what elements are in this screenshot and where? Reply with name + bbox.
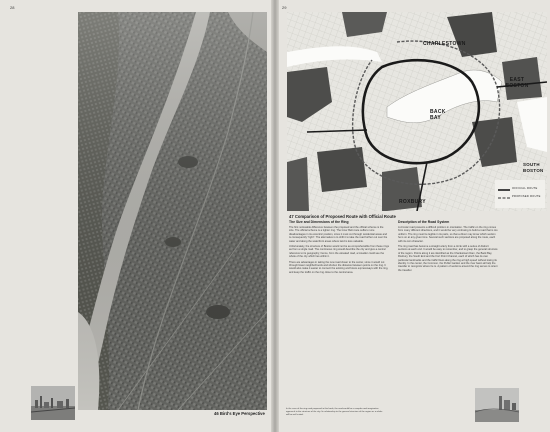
book-gutter bbox=[271, 0, 279, 432]
legend-proposed-route: PROPOSED ROUTE bbox=[512, 195, 541, 198]
map-caption: 47 Comparison of Proposed Route with Official Route bbox=[289, 214, 396, 219]
aerial-photo bbox=[78, 12, 267, 410]
column-1-paragraph: There are advantages in taking the new road closer to the center, since it would cut through fewer neighborhoods and shorten the distance between points on the ring. It would also make it easier to connect the existing and future expressways with the ring, and keep the traffic on the ring close to the central area. bbox=[289, 260, 389, 274]
text-column-2 bbox=[398, 220, 498, 274]
map-label-charlestown: CHARLESTOWN bbox=[423, 41, 466, 47]
footnote: In the case of the ring road proposed in this book, the road would be a complex and imaginative approach to the structure of the city. Its relationship to the general structure of the region as a whole will be well suited. bbox=[286, 408, 383, 416]
left-page bbox=[0, 0, 272, 432]
column-2-paragraph: A circular road presents a difficult problem in orientation. The traffic on the ring comes from many different directions, and it would be very confusing to build a road that is too uniform. The ring must be legible in its parts, so that a driver may know which section he is on at any given time. Several such sections are proposed along the route, each with its own character. bbox=[398, 226, 498, 243]
map-label-roxbury: ROXBURY bbox=[399, 199, 426, 205]
text-column-1 bbox=[289, 220, 389, 276]
column-1-heading: The Size and Dimensions of the Ring bbox=[289, 220, 349, 224]
route-map bbox=[287, 12, 547, 211]
column-2-heading: Description of the Road System bbox=[398, 220, 450, 224]
aerial-caption: 46 Bird's Eye Perspective bbox=[214, 411, 265, 416]
map-label-east-boston: EAST BOSTON bbox=[505, 77, 529, 89]
left-page-number: 28 bbox=[10, 5, 15, 10]
map-label-south-boston: SOUTH BOSTON bbox=[523, 162, 544, 173]
right-page-number: 29 bbox=[282, 5, 287, 10]
column-2-paragraph: The ring road has become a straight artery from a circle with a series of distinct sections at each end. It would be easy to remember, and to grasp the general structure of the region. Points along it are identified as the Charlestown Dam, the Back Bay, Roxbury, the South End and the Fort Point Channel, each of which has its own particular landmarks and the traffic flows along the ring at high speed without losing its identity. In the center, the Common, the Public Garden and the river basin all help the traveller to recognize where he is. A pattern of sections around the ring serves to orient the traveller. bbox=[398, 245, 498, 272]
column-1-paragraph: The first noticeable difference between the proposed and the official scheme is the size. The official scheme is a tighter ring. The Inner Belt route suffers more disadvantages in its eccentric position, since it must cut through residential areas and is consequently "tight". The alternative is to shift it to take the road further out over the water and along the waterfront areas where land is less valuable. bbox=[289, 226, 388, 243]
map-label-back-bay: BACK BAY bbox=[430, 109, 446, 121]
right-page bbox=[279, 0, 550, 432]
skyline-thumbnail bbox=[31, 386, 75, 420]
column-1-paragraph: Unfortunately, the structure of Boston would not be as comprehensible from these rings as from a single road. The continuous ring would describe the city and give a central reference to its geography; hence, from the elevated road, a traveller could see the whole of the city which lies within it. bbox=[289, 245, 390, 259]
harbor-thumbnail bbox=[475, 388, 519, 422]
legend-official-route: OFFICIAL ROUTE bbox=[512, 187, 538, 190]
